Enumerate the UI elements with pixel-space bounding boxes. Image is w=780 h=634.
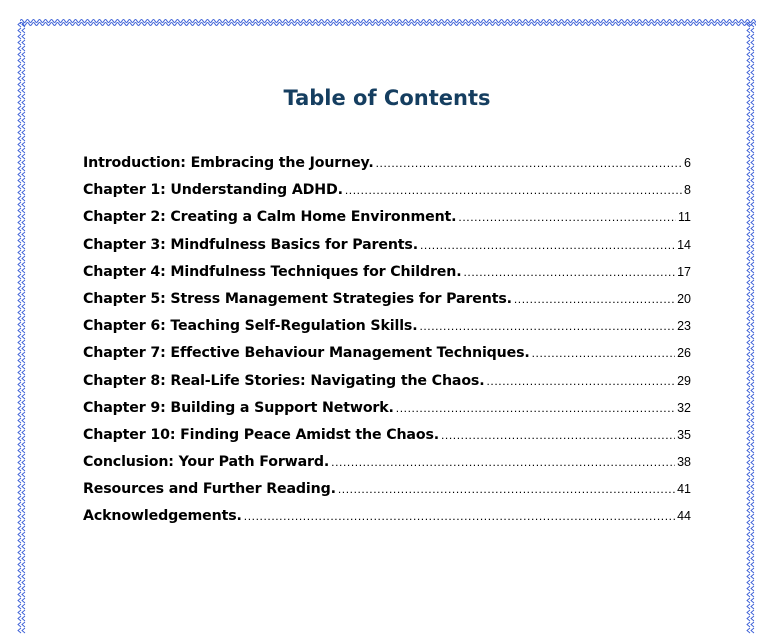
toc-dot-leader — [345, 183, 682, 197]
toc-entry[interactable] — [83, 481, 691, 508]
toc-entry-label: Chapter 5: Stress Management Strategies for Parents. — [83, 290, 512, 307]
toc-entry[interactable] — [83, 264, 691, 291]
toc-entry-label: Chapter 10: Finding Peace Amidst the Chaos. — [83, 426, 439, 443]
toc-dot-leader — [419, 319, 675, 333]
toc-entry[interactable] — [83, 400, 691, 427]
toc-dot-leader — [244, 509, 675, 523]
toc-page-number: 20 — [677, 291, 691, 306]
toc-entry[interactable] — [83, 155, 691, 182]
toc-dot-leader — [338, 482, 675, 496]
toc-entry[interactable] — [83, 454, 691, 481]
toc-page-number: 26 — [677, 346, 691, 361]
toc-dot-leader — [376, 156, 682, 170]
toc-entry-label: Chapter 3: Mindfulness Basics for Parents. — [83, 236, 418, 253]
toc-entry-label: Resources and Further Reading. — [83, 481, 336, 498]
toc-page-number: 6 — [684, 156, 691, 170]
toc-entry[interactable] — [83, 508, 691, 535]
toc-dot-leader — [420, 238, 675, 252]
toc-entry[interactable] — [83, 373, 691, 400]
toc-entry[interactable] — [83, 291, 691, 318]
toc-page-number: 29 — [677, 373, 691, 388]
toc-page-number: 41 — [677, 482, 691, 497]
toc-entry-label: Introduction: Embracing the Journey. — [83, 155, 374, 171]
toc-dot-leader — [331, 455, 675, 469]
toc-page-number: 32 — [677, 400, 691, 415]
toc-page-number: 23 — [677, 319, 691, 334]
toc-entry[interactable] — [83, 182, 691, 209]
toc-dot-leader — [441, 428, 675, 442]
toc-dot-leader — [396, 401, 675, 415]
toc-entry[interactable] — [83, 237, 691, 264]
decorative-chevron-border-right — [746, 22, 756, 634]
toc-dot-leader — [463, 265, 675, 279]
toc-entry-label: Acknowledgements. — [83, 508, 242, 525]
decorative-wave-border-top — [20, 18, 756, 28]
toc-page-number: 11 — [678, 210, 691, 225]
toc-page-number: 17 — [677, 264, 691, 279]
page-title: Table of Contents — [283, 86, 491, 110]
toc-page-number: 35 — [677, 427, 691, 442]
toc-entry-label: Chapter 2: Creating a Calm Home Environment. — [83, 209, 457, 226]
toc-dot-leader — [458, 210, 676, 224]
toc-entry-label: Chapter 7: Effective Behaviour Management Techniques. — [83, 345, 530, 362]
toc-entry-label: Chapter 8: Real-Life Stories: Navigating the Chaos. — [83, 372, 485, 389]
toc-page-number: 44 — [677, 509, 691, 524]
toc-dot-leader — [532, 346, 675, 360]
toc-dot-leader — [514, 292, 675, 306]
toc-entry[interactable] — [83, 345, 691, 372]
toc-entry[interactable] — [83, 209, 691, 236]
toc-entry[interactable] — [83, 427, 691, 454]
toc-dot-leader — [486, 374, 675, 388]
toc-page-number: 14 — [677, 237, 691, 252]
toc-entry-label: Chapter 6: Teaching Self-Regulation Skills. — [83, 318, 418, 335]
toc-entry-label: Conclusion: Your Path Forward. — [83, 454, 330, 471]
toc-page-number: 8 — [684, 183, 691, 198]
table-of-contents — [83, 155, 691, 536]
toc-entry-label: Chapter 1: Understanding ADHD. — [83, 182, 343, 199]
toc-entry-label: Chapter 4: Mindfulness Techniques for Children. — [83, 263, 462, 280]
toc-entry[interactable] — [83, 318, 691, 345]
toc-page-number: 38 — [677, 455, 691, 470]
toc-entry-label: Chapter 9: Building a Support Network. — [83, 399, 394, 416]
decorative-chevron-border-left — [17, 22, 27, 634]
